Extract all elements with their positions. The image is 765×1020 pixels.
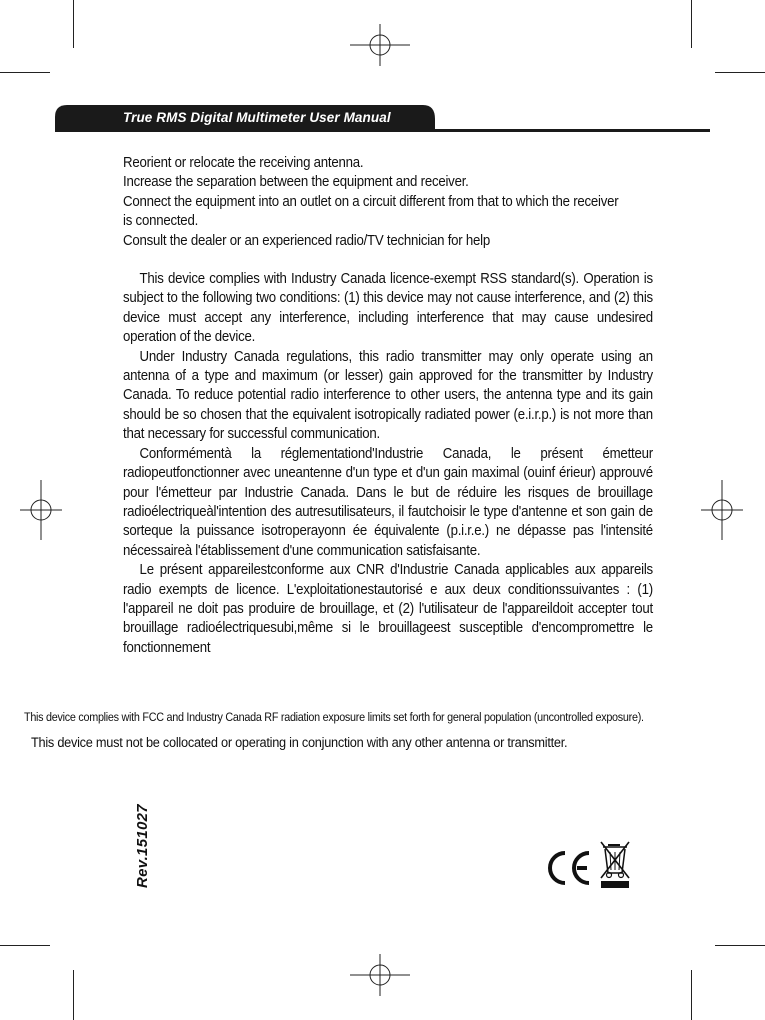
list-item: Reorient or relocate the receiving antenna. — [123, 155, 364, 171]
crop-mark — [691, 970, 692, 1020]
crop-mark — [73, 0, 74, 48]
paragraph-ic-antenna: Under Industry Canada regulations, this radio transmitter may only operate using an antenna of a type and maximum (or lesser) gain approved for the transmitter by Industry Canada. To reduce potential radio interference to other users, the antenna type and its gain should be so chosen that the equivalent isotropically radiated power (e.i.r.p.) is not more than that necessary for successful communication. — [123, 348, 653, 443]
paragraph-fr-antenna: Conformémentà la réglementationd'Industrie Canada, le présent émetteur radiopeutfonctionner avec uneantenne d'un type et d'un gain maximal (ouinf érieur) approuvé pour l'émetteur par Industrie Canada. Dans le but de réduire les risques de brouillage radioélectriqueàl'intention des autresutilisateurs, il fautchoisir le type d'antenne et son gain de sorteque la puissance isotroperayonn ée équivalente (p.i.r.e.) ne dépasse pas l'intensité nécessaireà l'établissement d'une communication satisfaisante. — [123, 445, 653, 559]
paragraph-ic-compliance: This device complies with Industry Canada licence-exempt RSS standard(s). Operation is subject to the following two conditions: (1) this device may not cause interference, and (2) this device must accept any interference, including interference that may cause undesired operation of the device. — [123, 271, 653, 346]
crop-mark — [73, 970, 74, 1020]
registration-mark-icon — [350, 20, 410, 70]
crop-mark — [691, 0, 692, 48]
registration-mark-icon — [697, 480, 747, 540]
body-text — [123, 154, 653, 658]
list-item: Consult the dealer or an experienced radio/TV technician for help — [123, 232, 491, 249]
paragraph-fr-compliance: Le présent appareilestconforme aux CNR d'Industrie Canada applicables aux appareils radio exempts de licence. L'exploitationestautorisé e aux deux conditionssuivantes : (1) l'appareil ne doit pas produire de brouillage, et (2) l'utilisateur de l'appareildoit accepter tout brouillage radioélectriquesubi,même si le brouillageest susceptible d'encompromettre le fonctionnement — [123, 562, 653, 656]
registration-mark-icon — [350, 950, 410, 1000]
revision-number: Rev.151027 — [134, 804, 151, 888]
list-item: Connect the equipment into an outlet on a circuit different from that to which the receiver is connected. — [123, 193, 619, 230]
crop-mark — [715, 72, 765, 73]
crop-mark — [0, 72, 50, 73]
colocation-notice: This device must not be collocated or operating in conjunction with any other antenna or transmitter. — [31, 735, 568, 751]
crop-mark — [715, 945, 765, 946]
list-item: Increase the separation between the equipment and receiver. — [123, 174, 469, 191]
manual-title: True RMS Digital Multimeter User Manual — [123, 110, 391, 125]
header-rule — [420, 129, 710, 132]
header-band — [55, 105, 435, 132]
crop-mark — [0, 945, 50, 946]
fcc-exposure-notice: This device complies with FCC and Industry Canada RF radiation exposure limits set forth for general population (uncontrolled exposure). — [24, 710, 644, 724]
ce-mark-icon — [547, 850, 593, 891]
weee-crossed-bin-icon — [598, 840, 632, 895]
registration-mark-icon — [16, 480, 66, 540]
